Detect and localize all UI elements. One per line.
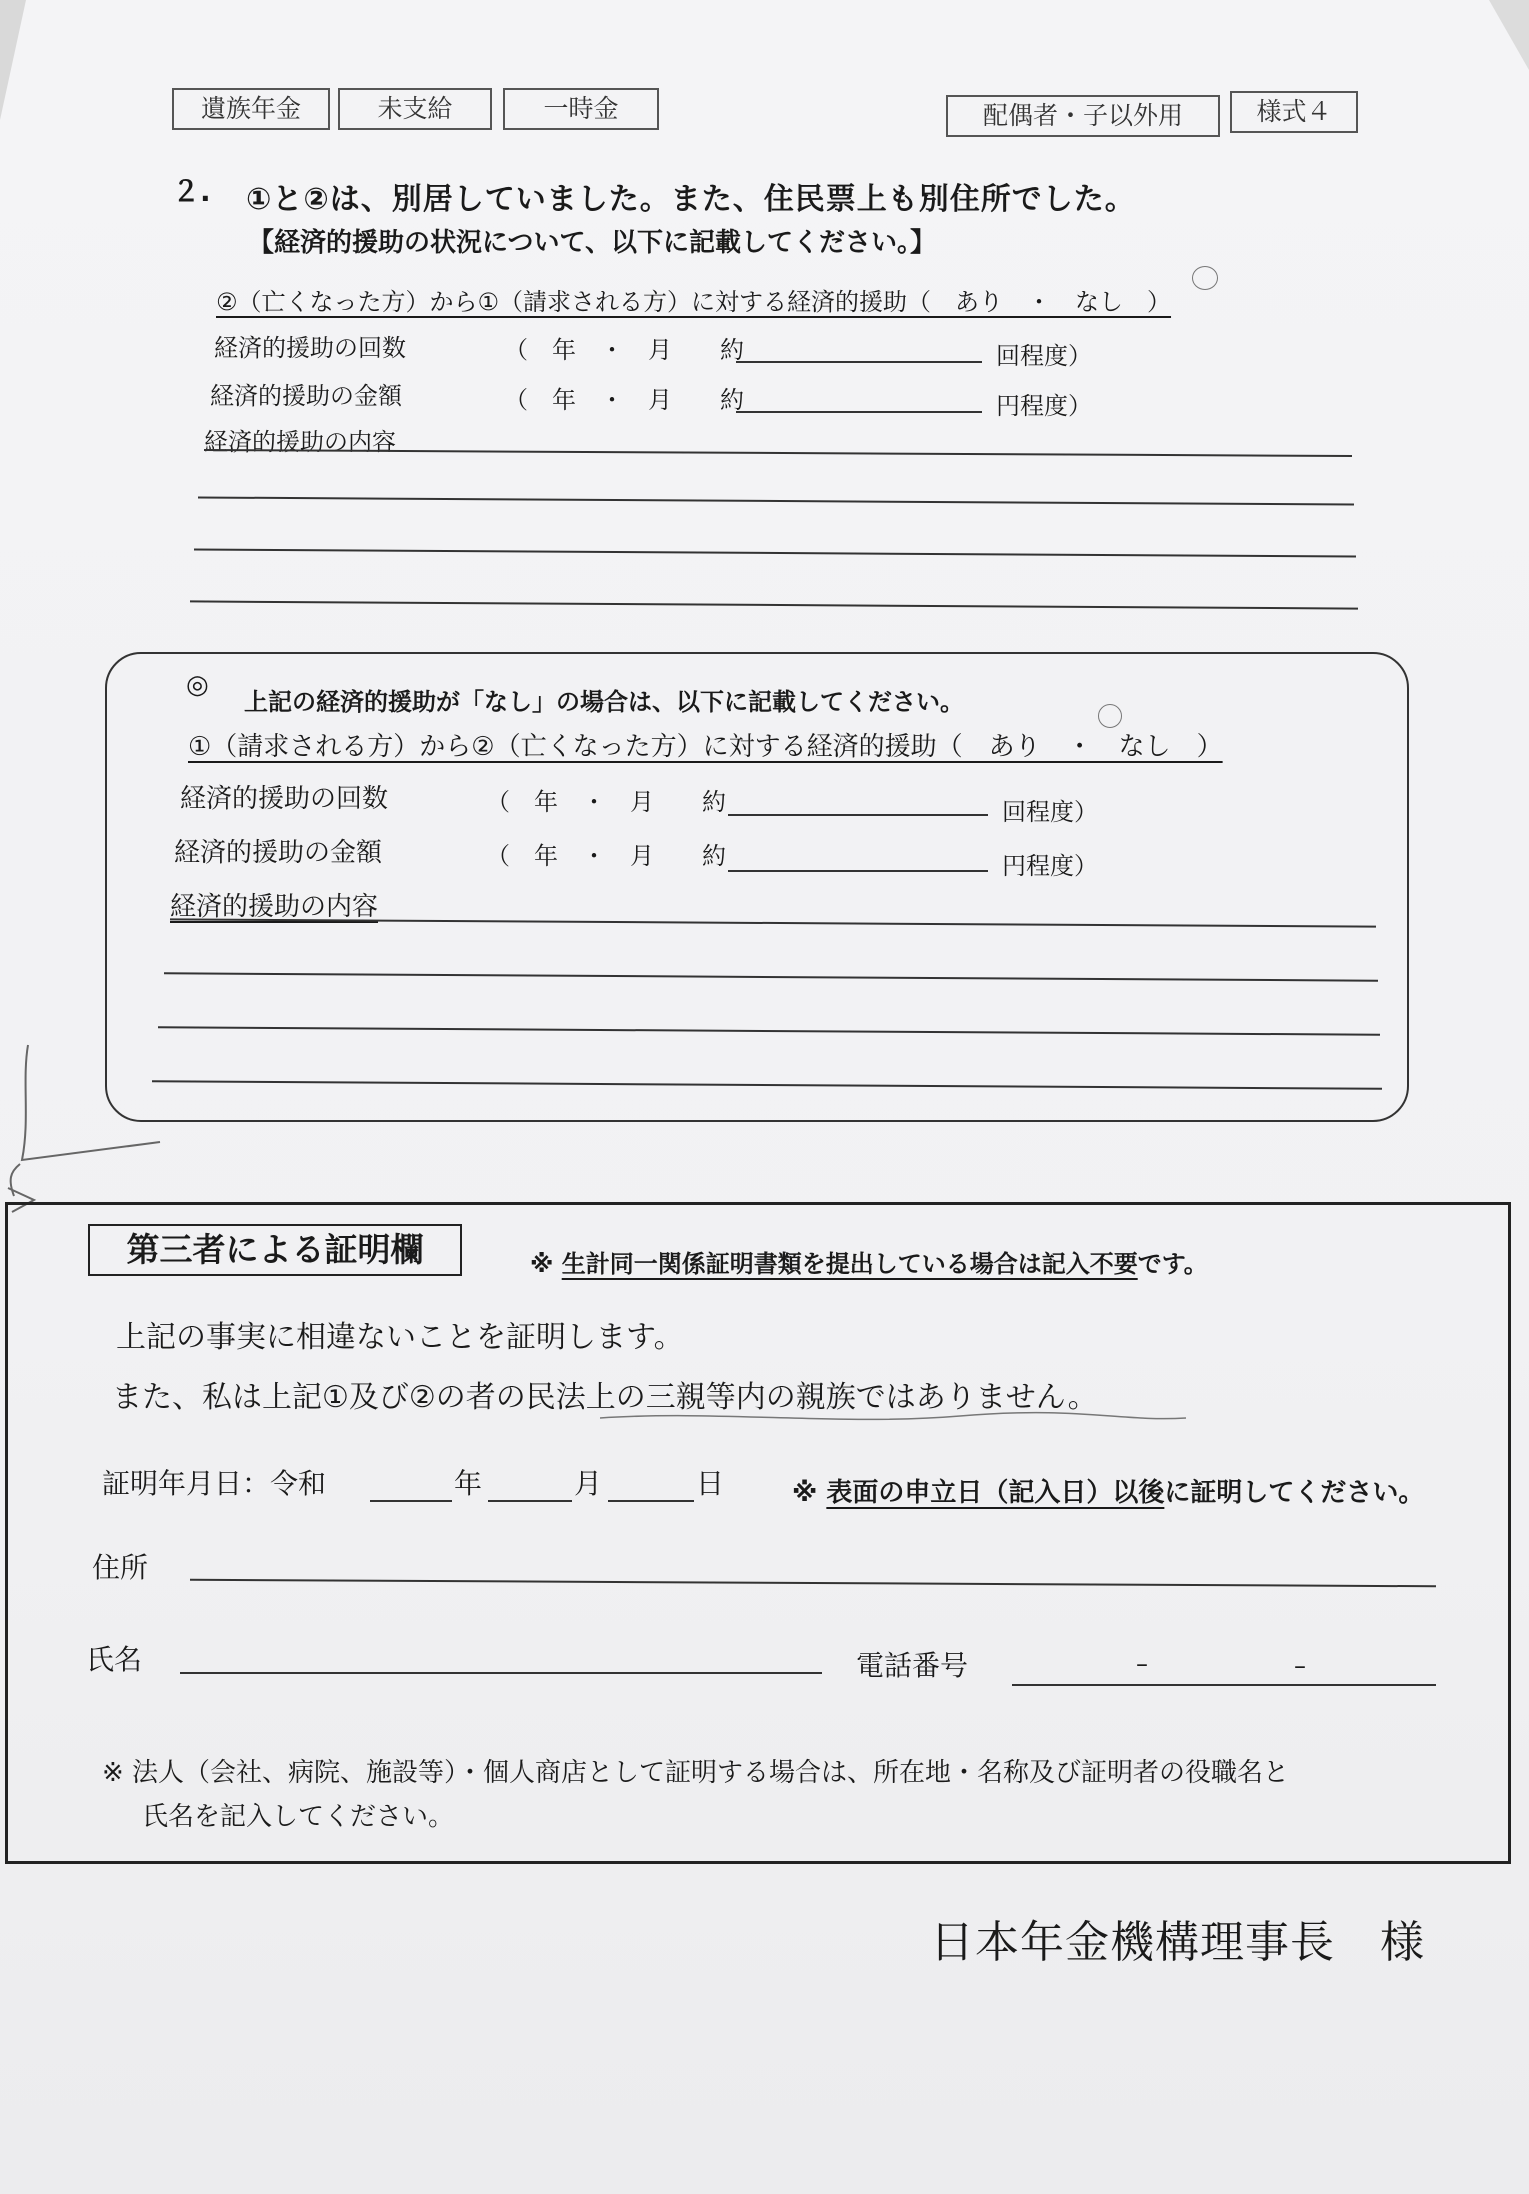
tag-usage: 配偶者・子以外用 xyxy=(946,95,1220,137)
circle-mark-icon-2 xyxy=(1098,704,1122,728)
subsection-title: 上記の経済的援助が「なし」の場合は、以下に記載してください。 xyxy=(244,688,964,716)
date-day-field[interactable] xyxy=(608,1500,694,1502)
sub-aid-amount-unit: （ 年 ・ 月 約 xyxy=(486,842,726,870)
date-day-label: 日 xyxy=(696,1467,725,1500)
name-label: 氏名 xyxy=(86,1643,143,1676)
aid-amount-field[interactable] xyxy=(736,411,982,413)
sub-aid-amount-label: 経済的援助の金額 xyxy=(174,838,383,868)
aid-amount-label: 経済的援助の金額 xyxy=(210,382,402,410)
circle-mark-icon xyxy=(1192,266,1218,290)
date-month-field[interactable] xyxy=(488,1500,572,1502)
page-corner-shadow-right xyxy=(1489,0,1529,70)
certification-statement-2: また、私は上記①及び②の者の民法上の三親等内の親族ではありません。 xyxy=(112,1380,1098,1415)
section-title: ①と②は、別居していました。また、住民票上も別住所でした。 xyxy=(246,182,1136,217)
certification-date-label: 証明年月日：令和 xyxy=(102,1467,327,1500)
date-month-label: 月 xyxy=(574,1467,603,1500)
certification-title: 第三者による証明欄 xyxy=(88,1224,462,1276)
tag-lump-sum: 一時金 xyxy=(503,88,659,130)
date-note-underlined: 表面の申立日（記入日）以後 xyxy=(826,1478,1165,1508)
section-subtitle: 【経済的援助の状況について、以下に記載してください。】 xyxy=(248,228,936,258)
aid-question-claimant-to-deceased: ①（請求される方）から②（亡くなった方）に対する経済的援助（ あり ・ なし ） xyxy=(188,732,1223,762)
section-number: ２. xyxy=(172,175,211,208)
sub-aid-amount-field[interactable] xyxy=(728,870,988,872)
subsection-mark: ◎ xyxy=(186,670,209,700)
aid-count-suffix: 回程度） xyxy=(996,342,1092,370)
date-year-label: 年 xyxy=(454,1467,483,1500)
tag-survivor-pension: 遺族年金 xyxy=(172,88,330,130)
aid-amount-unit: （ 年 ・ 月 約 xyxy=(504,386,744,414)
tag-unpaid: 未支給 xyxy=(338,88,492,130)
aid-amount-suffix: 円程度） xyxy=(996,392,1092,420)
certification-statement-1: 上記の事実に相違ないことを証明します。 xyxy=(116,1320,684,1355)
page-corner-shadow xyxy=(0,0,26,120)
date-note xyxy=(792,1472,1424,1509)
aid-question-deceased-to-claimant: ②（亡くなった方）から①（請求される方）に対する経済的援助（ あり ・ なし ） xyxy=(216,288,1172,316)
aid-count-field[interactable] xyxy=(736,361,982,363)
aid-count-label: 経済的援助の回数 xyxy=(214,334,406,362)
corporate-note-line-2: 氏名を記入してください。 xyxy=(142,1802,455,1832)
handwritten-underline xyxy=(600,1408,1190,1430)
tag-form-number: 様式４ xyxy=(1230,91,1358,133)
sub-aid-count-suffix: 回程度） xyxy=(1002,798,1098,826)
certification-note-prefix: ※ xyxy=(530,1250,554,1278)
certification-note-suffix: です。 xyxy=(1137,1250,1208,1278)
phone-separator-2: – xyxy=(1294,1652,1306,1680)
addressee: 日本年金機構理事長 様 xyxy=(930,1917,1425,1968)
sub-aid-amount-suffix: 円程度） xyxy=(1002,852,1098,880)
phone-label: 電話番号 xyxy=(856,1649,969,1682)
phone-field[interactable] xyxy=(1012,1684,1436,1686)
name-field[interactable] xyxy=(180,1672,822,1674)
handwritten-arrow-icon xyxy=(0,1040,170,1220)
aid-content-label: 経済的援助の内容 xyxy=(204,428,396,456)
aid-count-unit: （ 年 ・ 月 約 xyxy=(504,336,744,364)
sub-aid-content-label: 経済的援助の内容 xyxy=(170,892,379,922)
sub-aid-count-unit: （ 年 ・ 月 約 xyxy=(486,788,726,816)
date-year-field[interactable] xyxy=(370,1500,452,1502)
certification-note-underlined: 生計同一関係証明書類を提出している場合は記入不要 xyxy=(561,1250,1138,1278)
phone-separator-1: – xyxy=(1136,1650,1148,1678)
corporate-note-line-1: ※ 法人（会社、病院、施設等）・個人商店として証明する場合は、所在地・名称及び証明者の役職名と xyxy=(102,1758,1290,1788)
date-note-suffix: に証明してください。 xyxy=(1164,1478,1425,1508)
sub-aid-count-label: 経済的援助の回数 xyxy=(180,784,389,814)
certification-note xyxy=(530,1244,1208,1279)
sub-aid-count-field[interactable] xyxy=(728,814,988,816)
date-note-prefix: ※ xyxy=(792,1478,818,1508)
address-label: 住所 xyxy=(92,1551,149,1584)
